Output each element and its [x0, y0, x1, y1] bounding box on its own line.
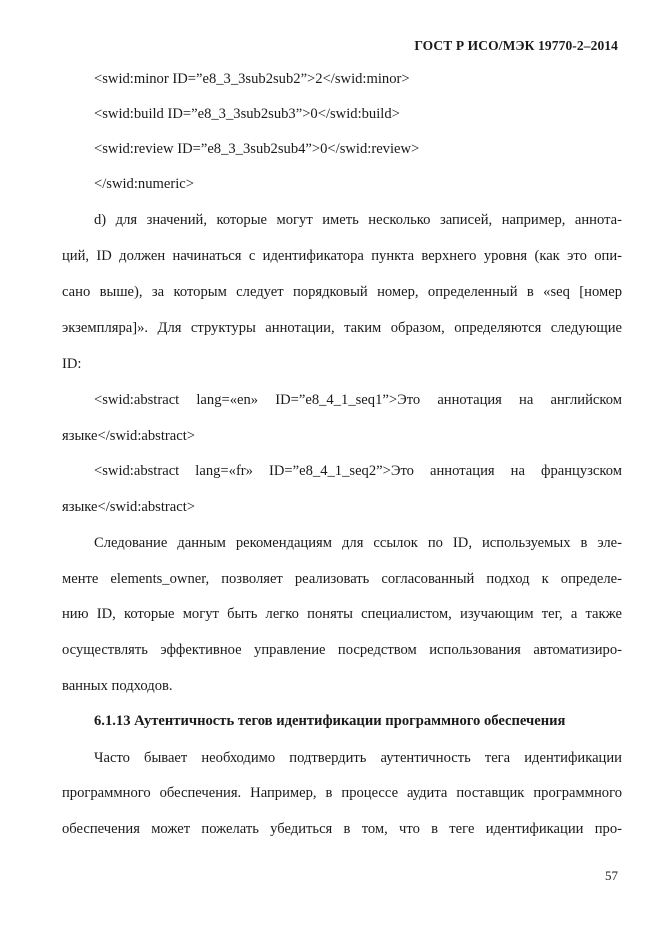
body-text-line: Часто бывает необходимо подтвердить аутентичность тега идентификации [94, 750, 622, 766]
section-heading: 6.1.13 Аутентичность тегов идентификации программного обеспечения [94, 713, 566, 729]
code-line: <swid:abstract lang=«fr» ID=”e8_4_1_seq2”>Это аннотация на французском [94, 463, 622, 479]
code-line: <swid:abstract lang=«en» ID=”e8_4_1_seq1”>Это аннотация на английском [94, 392, 622, 408]
body-text-line: ций, ID должен начинаться с идентификатора пункта верхнего уровня (как это опи- [62, 248, 622, 264]
body-text-line: Следование данным рекомендациям для ссылок по ID, используемых в эле- [94, 535, 622, 551]
body-text-line: d) для значений, которые могут иметь несколько записей, например, аннота- [94, 212, 622, 228]
body-text-line: ID: [62, 356, 82, 372]
code-line: <swid:minor ID=”e8_3_3sub2sub2”>2</swid:minor> [94, 71, 410, 87]
document-header: ГОСТ Р ИСО/МЭК 19770-2–2014 [414, 38, 618, 53]
body-text-line: нию ID, которые могут быть легко поняты специалистом, изучающим тег, а также [62, 606, 622, 622]
body-text-line: экземпляра]». Для структуры аннотации, таким образом, определяются следующие [62, 320, 622, 336]
body-text-line: менте elements_owner, позволяет реализовать согласованный подход к определе- [62, 571, 622, 587]
body-text-line: программного обеспечения. Например, в процессе аудита поставщик программного [62, 785, 622, 801]
body-text-line: сано выше), за которым следует порядковый номер, определенный в «seq [номер [62, 284, 622, 300]
code-line: </swid:numeric> [94, 176, 194, 192]
code-line: <swid:review ID=”e8_3_3sub2sub4”>0</swid:review> [94, 141, 420, 157]
body-text-line: обеспечения может пожелать убедиться в том, что в теге идентификации про- [62, 821, 622, 837]
page-number: 57 [605, 868, 618, 883]
code-line: языке</swid:abstract> [62, 499, 196, 515]
body-text-line: осуществлять эффективное управление посредством использования автоматизиро- [62, 642, 622, 658]
code-line: языке</swid:abstract> [62, 428, 196, 444]
body-text-line: ванных подходов. [62, 678, 173, 694]
code-line: <swid:build ID=”e8_3_3sub2sub3”>0</swid:build> [94, 106, 400, 122]
